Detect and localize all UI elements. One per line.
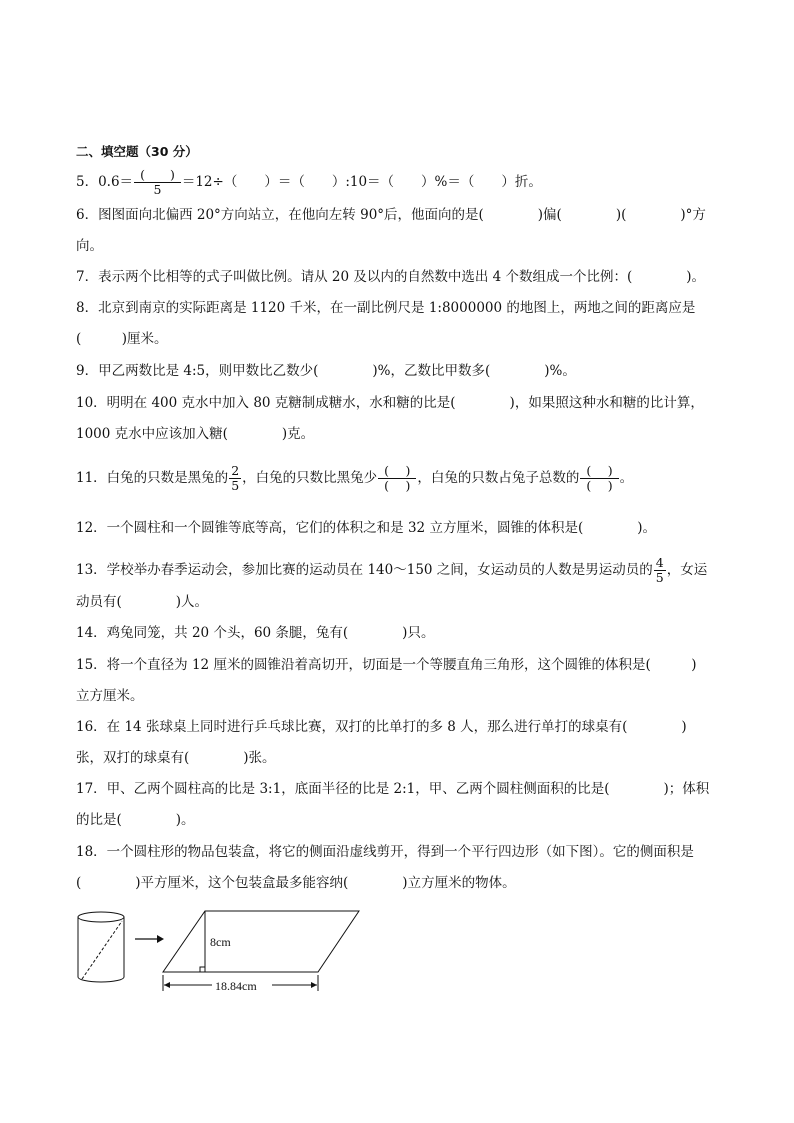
q11-frac2-numerator: ( )	[384, 463, 411, 478]
q13-fraction	[654, 556, 666, 585]
question-13-line2: 动员有( )人。	[76, 594, 209, 610]
question-5	[76, 168, 716, 197]
q5-frac-numerator: ( )	[140, 167, 175, 182]
question-6-line2: 向。	[76, 238, 103, 254]
question-17-line2: 的比是( )。	[76, 812, 195, 828]
question-10-line2: 1000 克水中应该加入糖( )克。	[76, 426, 315, 442]
q11-frac1-denominator: 5	[231, 478, 240, 493]
q11-frac3-numerator: ( )	[586, 463, 613, 478]
question-17-line1: 17．甲、乙两个圆柱高的比是 3:1，底面半径的比是 2:1，甲、乙两个圆柱侧面积的比是( )；体积	[76, 781, 710, 797]
question-15-line1: 15．将一个直径为 12 厘米的圆锥沿着高切开，切面是一个等腰直角三角形，这个圆锥的体积是( )	[76, 657, 697, 673]
q5-start: 5．0.6＝	[76, 174, 134, 190]
question-15-line2: 立方厘米。	[76, 688, 144, 704]
q11-frac2-denominator: ( )	[384, 478, 411, 493]
question-9: 9．甲乙两数比是 4:5，则甲数比乙数少( )%，乙数比甲数多( )%。	[76, 363, 576, 379]
base-label: 18.84cm	[215, 979, 257, 993]
question-12: 12．一个圆柱和一个圆锥等底等高，它们的体积之和是 32 立方厘米，圆锥的体积是( )。	[76, 520, 656, 536]
question-7: 7．表示两个比相等的式子叫做比例。请从 20 及以内的自然数中选出 4 个数组成一个比例：( )。	[76, 269, 706, 285]
arrow-right-icon	[135, 935, 164, 943]
q13-part1: 13．学校举办春季运动会，参加比赛的运动员在 140～150 之间，女运动员的人数是男运动员的	[76, 562, 653, 578]
q13-frac-denominator: 5	[655, 570, 664, 585]
q5-rest: ＝12÷（ ）＝（ ）:10＝（ ）%＝（ ）折。	[181, 174, 542, 190]
q5-frac-denominator: 5	[153, 182, 162, 197]
q11-frac3-denominator: ( )	[586, 478, 613, 493]
question-11	[76, 464, 716, 493]
q11-part2: ，白兔的只数比黑兔少	[242, 470, 378, 486]
q11-part4: 。	[619, 470, 634, 486]
question-16-line1: 16．在 14 张球桌上同时进行乒乓球比赛，双打的比单打的多 8 人，那么进行单打的球桌有( )	[76, 719, 687, 735]
q11-frac1-numerator: 2	[231, 463, 240, 478]
question-10-line1: 10．明明在 400 克水中加入 80 克糖制成糖水，水和糖的比是( )，如果照这种水和糖的比计算，	[76, 395, 704, 411]
question-18-line1: 18．一个圆柱形的物品包装盒，将它的侧面沿虚线剪开，得到一个平行四边形（如下图）。它的侧面积是	[76, 844, 694, 860]
q11-part1: 11．白兔的只数是黑兔的	[76, 470, 229, 486]
question-14: 14．鸡兔同笼，共 20 个头，60 条腿，兔有( )只。	[76, 625, 435, 641]
height-label: 8cm	[210, 935, 231, 949]
cylinder-net-figure	[72, 905, 372, 1004]
question-16-line2: 张，双打的球桌有( )张。	[76, 750, 276, 766]
question-18-line2: ( )平方厘米，这个包装盒最多能容纳( )立方厘米的物体。	[76, 875, 516, 891]
question-8-line1: 8．北京到南京的实际距离是 1120 千米，在一副比例尺是 1:8000000 的地图上，两地之间的距离应是	[76, 300, 696, 316]
question-8-line2: ( )厘米。	[76, 331, 168, 347]
question-6-line1: 6．图图面向北偏西 20°方向站立，在他向左转 90°后，他面向的是( )偏( )( )°方	[76, 207, 706, 223]
q5-fraction	[134, 168, 181, 197]
q13-frac-numerator: 4	[655, 555, 664, 570]
q13-part2: ，女运	[666, 562, 708, 578]
q11-fraction-3	[580, 464, 618, 493]
parallelogram-shape	[163, 911, 359, 972]
cylinder-icon	[78, 912, 124, 982]
q11-fraction-1	[229, 464, 241, 493]
question-13-line1	[76, 556, 716, 585]
section-title: 二、填空题（30 分）	[76, 144, 198, 159]
figure-svg	[72, 905, 372, 1000]
q11-fraction-2	[378, 464, 416, 493]
q11-part3: ，白兔的只数占兔子总数的	[417, 470, 580, 486]
